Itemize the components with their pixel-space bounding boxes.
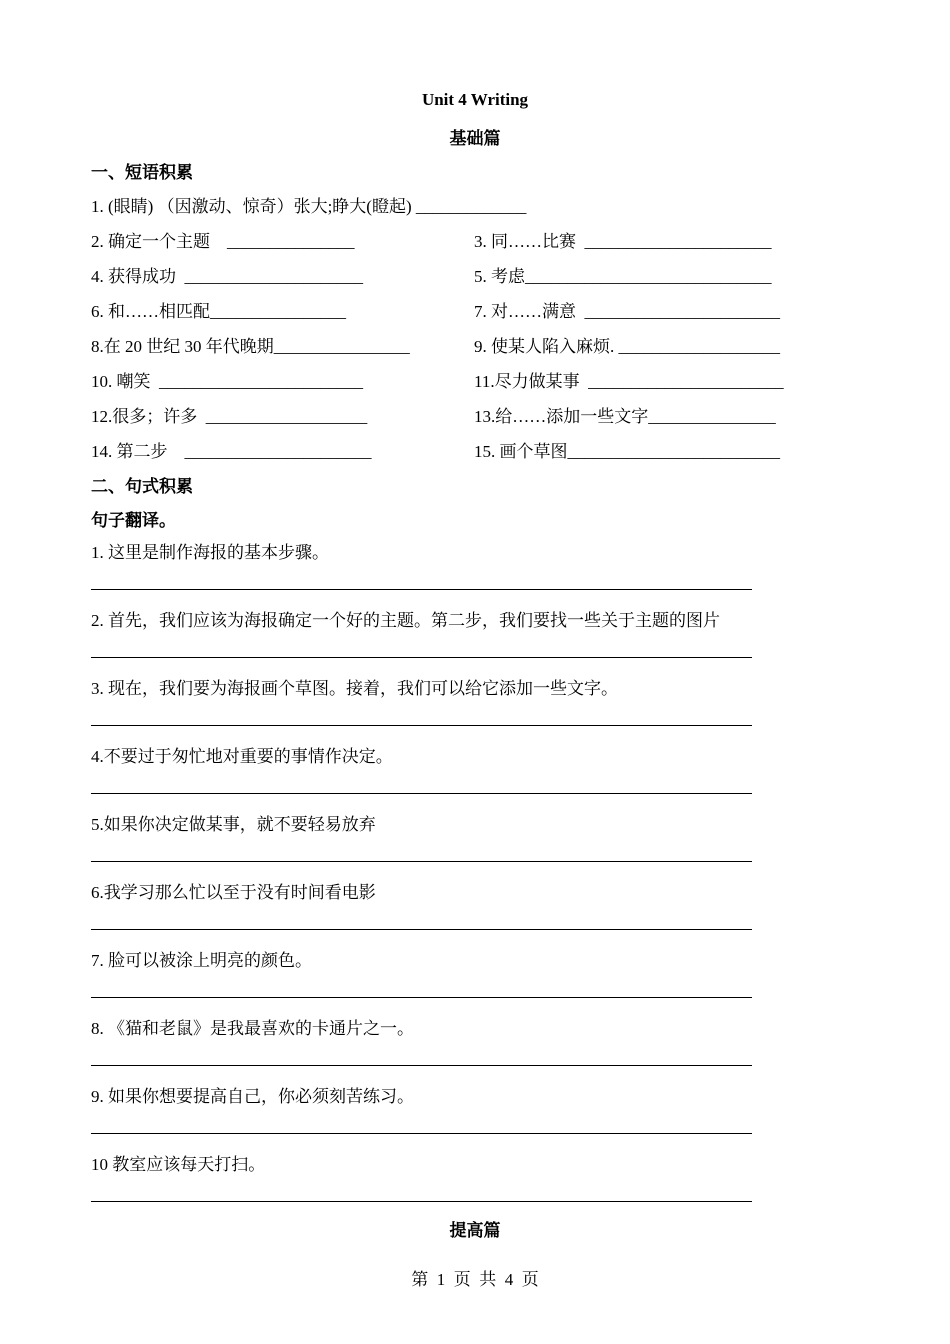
sentence-9: 9. 如果你想要提高自己，你必须刻苦练习。 — [91, 1087, 414, 1106]
phrase-item-15: 15. 画个草图_________________________ — [474, 442, 780, 461]
phrase-item-12: 12.很多；许多 ___________________ — [91, 407, 368, 426]
sentence-7: 7. 脸可以被涂上明亮的颜色。 — [91, 951, 312, 970]
phrase-item-6: 6. 和……相匹配________________ — [91, 302, 346, 321]
phrase-item-9: 9. 使某人陷入麻烦. ___________________ — [474, 337, 780, 356]
phrase-item-4: 4. 获得成功 _____________________ — [91, 267, 363, 286]
answer-line-6[interactable] — [91, 929, 752, 930]
sentence-5: 5.如果你决定做某事，就不要轻易放弃 — [91, 815, 376, 834]
phrase-item-3: 3. 同……比赛 ______________________ — [474, 232, 772, 251]
part2-heading: 二、句式积累 — [91, 477, 193, 496]
answer-line-3[interactable] — [91, 725, 752, 726]
sentence-2: 2. 首先，我们应该为海报确定一个好的主题。第二步，我们要找一些关于主题的图片 — [91, 611, 720, 630]
answer-line-10[interactable] — [91, 1201, 752, 1202]
phrase-item-8: 8.在 20 世纪 30 年代晚期________________ — [91, 337, 410, 356]
answer-line-4[interactable] — [91, 793, 752, 794]
phrase-item-2: 2. 确定一个主题 _______________ — [91, 232, 355, 251]
section-advanced-heading: 提高篇 — [449, 1221, 501, 1240]
part2-subheading: 句子翻译。 — [91, 511, 176, 530]
sentence-8: 8. 《猫和老鼠》是我最喜欢的卡通片之一。 — [91, 1019, 414, 1038]
part1-heading: 一、短语积累 — [91, 163, 193, 182]
sentence-3: 3. 现在，我们要为海报画个草图。接着，我们可以给它添加一些文字。 — [91, 679, 618, 698]
page-footer: 第 1 页 共 4 页 — [411, 1270, 539, 1289]
phrase-item-10: 10. 嘲笑 ________________________ — [91, 372, 363, 391]
phrase-item-11: 11.尽力做某事 _______________________ — [474, 372, 784, 391]
sentence-6: 6.我学习那么忙以至于没有时间看电影 — [91, 883, 376, 902]
phrase-item-7: 7. 对……满意 _______________________ — [474, 302, 780, 321]
sentence-1: 1. 这里是制作海报的基本步骤。 — [91, 543, 329, 562]
phrase-item-13: 13.给……添加一些文字_______________ — [474, 407, 776, 426]
answer-line-7[interactable] — [91, 997, 752, 998]
answer-line-1[interactable] — [91, 589, 752, 590]
page-title: Unit 4 Writing — [421, 90, 529, 109]
sentence-4: 4.不要过于匆忙地对重要的事情作决定。 — [91, 747, 393, 766]
phrase-item-1: 1. (眼睛) （因激动、惊奇）张大;睁大(瞪起) _____________ — [91, 197, 527, 216]
answer-line-8[interactable] — [91, 1065, 752, 1066]
answer-line-9[interactable] — [91, 1133, 752, 1134]
answer-line-5[interactable] — [91, 861, 752, 862]
phrase-item-5: 5. 考虑_____________________________ — [474, 267, 772, 286]
section-basic-heading: 基础篇 — [449, 129, 501, 148]
sentence-10: 10 教室应该每天打扫。 — [91, 1155, 266, 1174]
phrase-item-14: 14. 第二步 ______________________ — [91, 442, 372, 461]
answer-line-2[interactable] — [91, 657, 752, 658]
